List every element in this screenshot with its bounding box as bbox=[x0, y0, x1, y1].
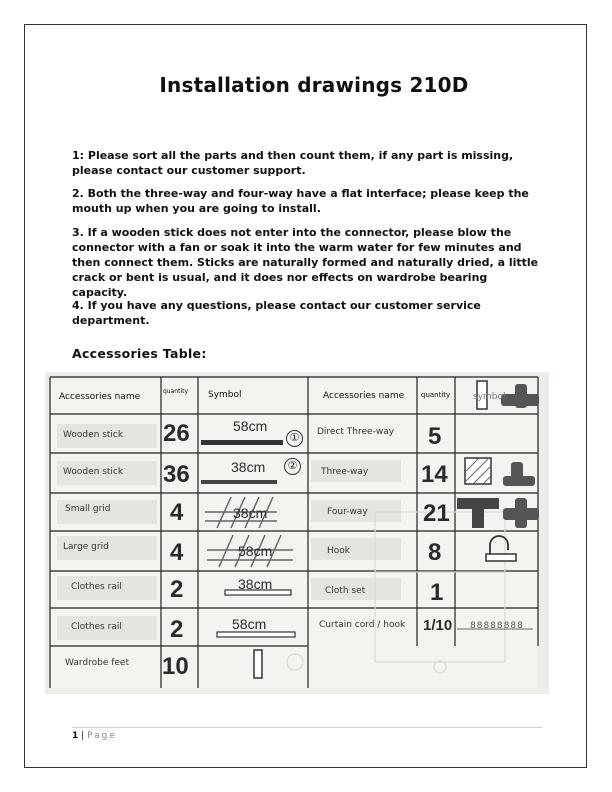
page-number: 1 bbox=[72, 731, 79, 741]
instruction-4: 4. If you have any questions, please contact our customer service department. bbox=[72, 299, 481, 327]
instruction-1: 1: Please sort all the parts and then count them, if any part is missing, please contact our customer support. bbox=[72, 149, 514, 177]
footer-separator: | bbox=[81, 731, 85, 741]
row-qty-direct-three-way: 5 bbox=[428, 423, 442, 450]
header-accessories-name-2: Accessories name bbox=[323, 391, 405, 401]
header-symbol-2: symbol bbox=[473, 392, 506, 402]
row-qty-three-way: 14 bbox=[421, 461, 448, 488]
row-qty-curtain-cord: 1/10 bbox=[423, 617, 453, 634]
header-symbol: Symbol bbox=[208, 390, 242, 400]
row-qty-large-grid: 4 bbox=[170, 539, 184, 566]
row-qty-wooden-stick-58: 26 bbox=[163, 420, 190, 447]
symbol-label-38cm-stick: 38cm bbox=[231, 459, 266, 475]
symbol-label-small-grid: 38cm bbox=[233, 505, 268, 521]
accessories-table-image bbox=[45, 372, 549, 694]
row-name-four-way: Four-way bbox=[327, 507, 368, 517]
row-name-wardrobe-feet: Wardrobe feet bbox=[65, 658, 129, 668]
row-qty-clothes-rail-38: 2 bbox=[170, 576, 184, 603]
row-name-curtain-cord: Curtain cord / hook bbox=[319, 620, 406, 630]
row-name-small-grid: Small grid bbox=[65, 504, 111, 514]
row-name-wooden-stick-58: Wooden stick bbox=[63, 430, 124, 440]
symbol-label-curtain-hooks: 88888888 bbox=[470, 621, 524, 631]
symbol-label-38cm-rail: 38cm bbox=[238, 576, 273, 592]
document-title: Installation drawings 210D bbox=[159, 73, 469, 97]
row-qty-hook: 8 bbox=[428, 539, 442, 566]
symbol-label-58cm-stick: 58cm bbox=[233, 418, 268, 434]
row-name-large-grid: Large grid bbox=[63, 542, 109, 552]
row-name-hook: Hook bbox=[327, 546, 350, 556]
footer-divider bbox=[72, 727, 542, 728]
row-qty-small-grid: 4 bbox=[170, 499, 184, 526]
mark-1: ① bbox=[286, 430, 303, 447]
page-footer bbox=[72, 731, 117, 741]
header-quantity: quantity bbox=[163, 388, 189, 395]
row-qty-wooden-stick-38: 36 bbox=[163, 461, 190, 488]
page-label: Page bbox=[87, 731, 117, 741]
row-qty-wardrobe-feet: 10 bbox=[162, 653, 189, 680]
row-qty-cloth-set: 1 bbox=[430, 579, 444, 606]
instruction-2: 2. Both the three-way and four-way have a flat interface; please keep the mouth up when you are going to install. bbox=[72, 187, 529, 215]
row-name-wooden-stick-38: Wooden stick bbox=[63, 467, 124, 477]
accessories-heading: Accessories Table: bbox=[72, 346, 207, 361]
row-name-clothes-rail-58: Clothes rail bbox=[71, 622, 122, 632]
row-qty-four-way: 21 bbox=[423, 500, 450, 527]
header-accessories-name: Accessories name bbox=[59, 392, 141, 402]
row-name-cloth-set: Cloth set bbox=[325, 586, 366, 596]
instruction-3: 3. If a wooden stick does not enter into the connector, please blow the connector with a fan or soak it into the warm water for few minutes and then connect them. Sticks are naturally formed and naturally dried, a little crack or bent is usual, and it does nor effects on wardrobe bearing capacity. bbox=[72, 226, 539, 299]
row-qty-clothes-rail-58: 2 bbox=[170, 616, 184, 643]
table-grid-drawing bbox=[45, 372, 549, 694]
header-quantity-2: quantity bbox=[421, 391, 451, 399]
row-name-three-way: Three-way bbox=[321, 467, 369, 477]
row-name-clothes-rail-38: Clothes rail bbox=[71, 582, 122, 592]
row-name-direct-three-way: Direct Three-way bbox=[317, 427, 395, 437]
symbol-label-58cm-rail: 58cm bbox=[232, 616, 267, 632]
mark-2: ② bbox=[284, 458, 301, 475]
symbol-label-large-grid: 58cm bbox=[238, 543, 273, 559]
